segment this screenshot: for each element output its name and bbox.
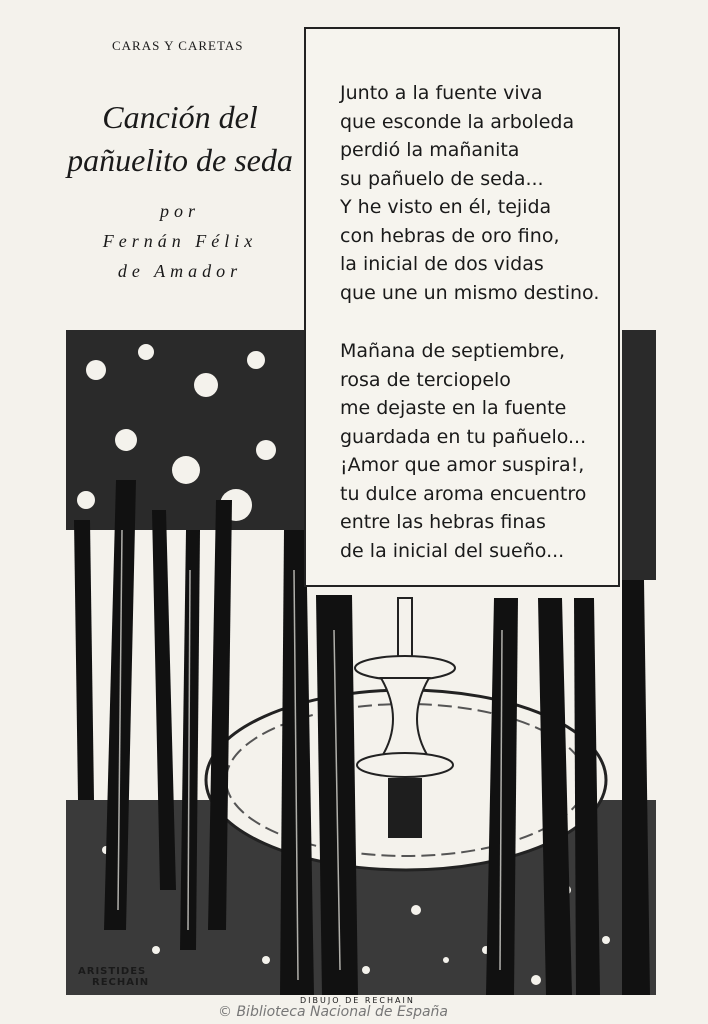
byline-author-2: de Amador	[117, 261, 243, 281]
poem-line: Mañana de septiembre,	[340, 340, 565, 362]
poem-stanza-2	[340, 337, 618, 565]
poem-stanza-1	[340, 79, 618, 307]
title-line-1: Canción del	[102, 99, 258, 135]
poem-line: tu dulce aroma encuentro	[340, 482, 587, 505]
title-line-2: pañuelito de seda	[67, 142, 293, 179]
illustration-credit: DIBUJO DE RECHAIN	[300, 996, 415, 1005]
poem-line: entre las hebras finas	[340, 511, 546, 533]
poem-line: la inicial de dos vidas	[340, 253, 544, 275]
poem-line: me dejaste en la fuente	[340, 397, 567, 419]
poem-line: que une un mismo destino.	[340, 281, 600, 304]
poem-box	[304, 27, 620, 587]
poem-title	[60, 96, 300, 182]
artist-signature-line-2: RECHAIN	[92, 977, 150, 988]
artist-signature-line-1: ARISTIDES	[78, 966, 147, 977]
poem-line: Junto a la fuente viva	[340, 82, 543, 104]
poem-line: perdió la mañanita	[340, 139, 520, 161]
byline-author-1: Fernán Félix	[102, 231, 258, 251]
poem-line: que esconde la arboleda	[340, 110, 575, 133]
artist-signature	[78, 966, 149, 988]
magazine-header: CARAS Y CARETAS	[112, 38, 244, 53]
poem-line: ¡Amor que amor suspira!,	[340, 454, 585, 476]
poem-line: su pañuelo de seda...	[340, 167, 544, 190]
byline-por: por	[159, 201, 200, 221]
poem-line: de la inicial del sueño...	[340, 539, 565, 562]
poem-line: con hebras de oro fino,	[340, 224, 560, 247]
byline	[60, 196, 300, 286]
poem-line: Y he visto en él, tejida	[340, 196, 552, 218]
poem-line: rosa de terciopelo	[340, 368, 511, 391]
library-watermark: © Biblioteca Nacional de España	[218, 1004, 449, 1020]
poem-line: guardada en tu pañuelo...	[340, 425, 587, 448]
